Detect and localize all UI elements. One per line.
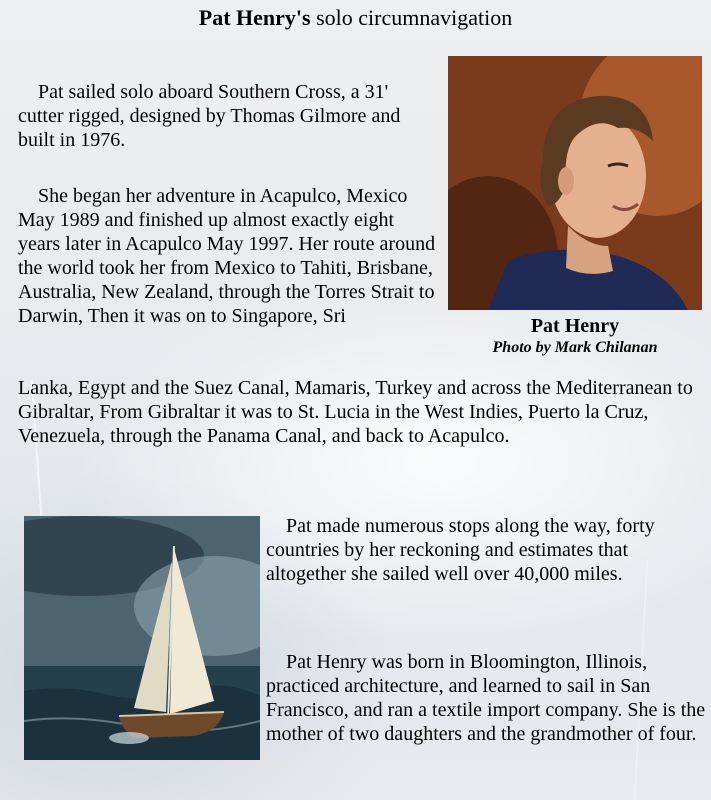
title-name: Pat Henry's (198, 5, 311, 30)
paragraph-route-top: She began her adventure in Acapulco, Mexico May 1989 and finished up almost exactly eight years later in Acapulco May 1997. Her route around the world took her from Mexico to Tahiti, Brisbane, Australia, New Zealand, through the Torres Strait to Darwin, Then it was on to Singapore, Sri (18, 185, 436, 327)
caption-name: Pat Henry (530, 315, 620, 337)
paragraph-stops: Pat made numerous stops along the way, forty countries by her reckoning and estimates that altogether she sailed well over 40,000 miles. (266, 515, 655, 585)
portrait-illustration (448, 56, 702, 310)
portrait-caption (448, 314, 702, 358)
page-title (0, 4, 711, 32)
sailboat-photo (24, 516, 260, 760)
paragraph-boat: Pat sailed solo aboard Southern Cross, a 31' cutter rigged, designed by Thomas Gilmore and built in 1976. (18, 81, 401, 151)
paragraph-biography: Pat Henry was born in Bloomington, Illinois, practiced architecture, and learned to sail in San Francisco, and ran a textile import company. She is the mother of two daughters and the grandmother of four. (266, 651, 706, 745)
title-rest: solo circumnavigation (310, 5, 513, 30)
caption-credit: Photo by Mark Chilanan (492, 339, 658, 356)
portrait-photo (448, 56, 702, 310)
paragraph-route-bottom: Lanka, Egypt and the Suez Canal, Mamaris, Turkey and across the Mediterranean to Gibraltar, From Gibraltar it was to St. Lucia in the West Indies, Puerto la Cruz, Venezuela, through the Panama Canal, and back to Acapulco. (18, 377, 693, 447)
sailboat-illustration (24, 516, 260, 760)
